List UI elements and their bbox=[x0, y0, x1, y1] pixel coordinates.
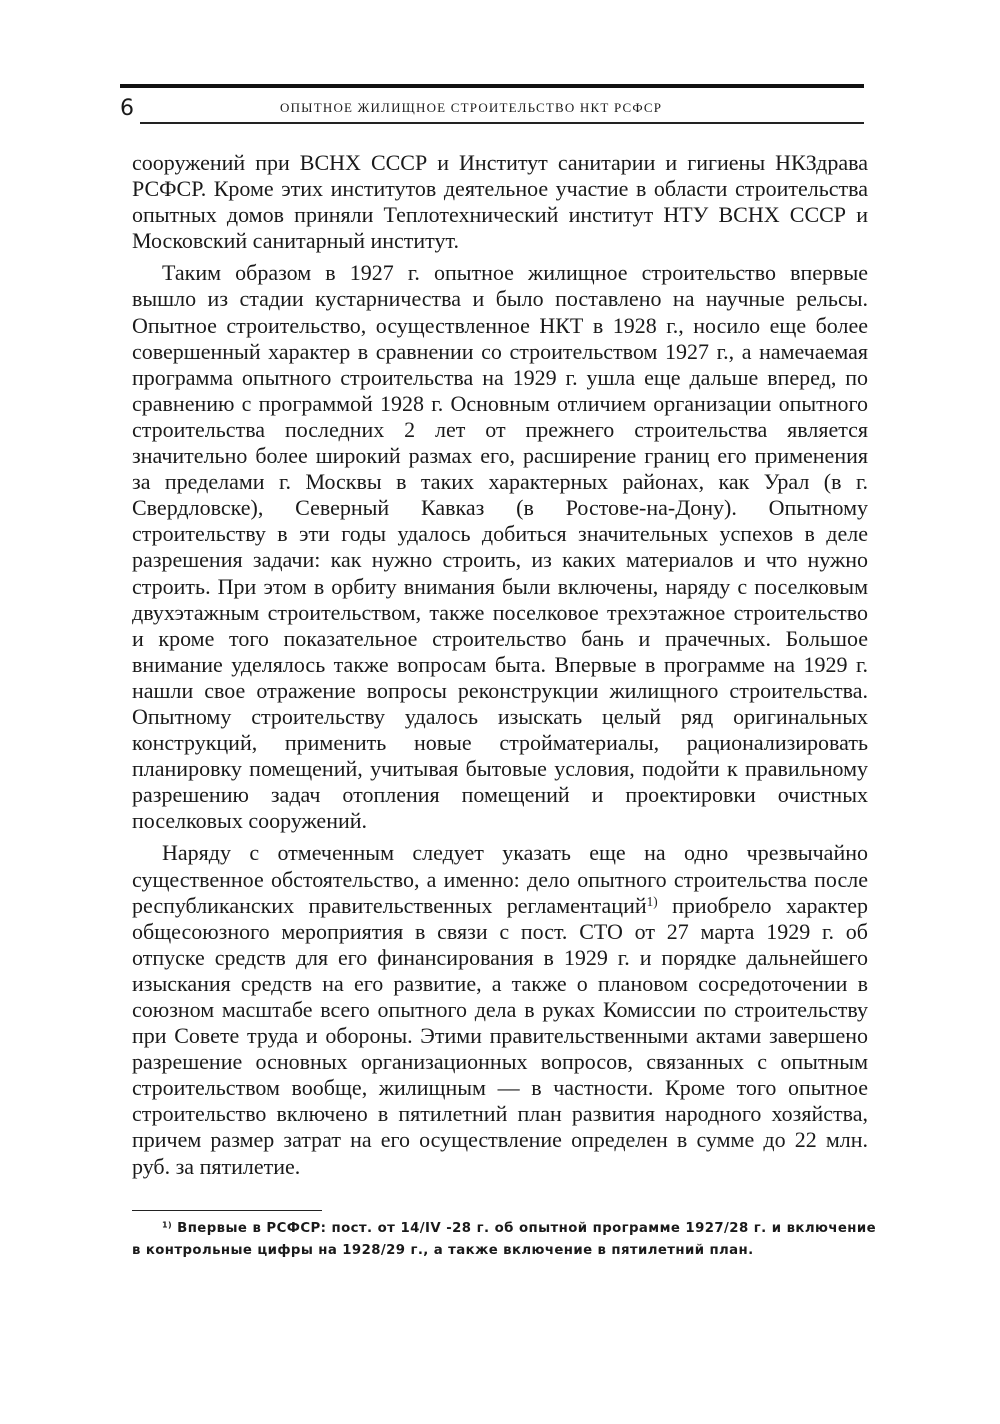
header-bottom-rule bbox=[140, 122, 864, 124]
footnote-mark: 1) bbox=[162, 1220, 172, 1230]
paragraph-3 bbox=[132, 840, 868, 1179]
page-number: 6 bbox=[120, 96, 134, 121]
footnote-rule bbox=[132, 1210, 322, 1211]
running-head: ОПЫТНОЕ ЖИЛИЩНОЕ СТРОИТЕЛЬСТВО НКТ РСФСР bbox=[280, 100, 663, 115]
paragraph-3-text-a: Наряду с отмеченным следует указать еще на одно чрезвычайно существенное обстоятельство, а именно: дело опытного строительства после республиканских правительственных регламентаций bbox=[132, 840, 868, 918]
footnote-reference[interactable]: 1) bbox=[646, 893, 658, 909]
page-header bbox=[120, 82, 864, 122]
paragraph-2: Таким образом в 1927 г. опытное жилищное строительство впервые вышло из стадии кустарничества и было поставлено на научные рельсы. Опытное строительство, осуществленное НКТ в 1928 г., носило еще более совершенный характер в сравнении со строительством 1927 г., а намечаемая программа опытного строительства на 1929 г. ушла еще дальше вперед, по сравнению с программой 1928 г. Основным отличием организации опытного строительства последних 2 лет от прежнего строительства является значительно более широкий размах его, расширение границ его применения за пределами г. Москвы в таких характерных районах, как Урал (в г. Свердловске), Северный Кавказ (в Ростове-на-Дону). Опытному строительству в эти годы удалось добиться значительных успехов в деле разрешения задачи: как нужно строить, из каких материалов и что нужно строить. При этом в орбиту внимания были включены, наряду с поселковым двухэтажным строительством, также поселковое трехэтажное строительство и кроме того показательное строительство бань и прачечных. Большое внимание уделялось также вопросам быта. Впервые в программе на 1929 г. нашли свое отражение вопросы реконструкции жилищного строительства. Опытному строительству удалось изыскать целый ряд оригинальных конструкций, применить новые стройматериалы, рационализировать планировку помещений, учитывая бытовые условия, подойти к правильному разрешению задач отопления помещений и проектировки очистных поселковых сооружений. bbox=[132, 260, 868, 834]
paragraph-3-text-b: приобрело характер общесоюзного мероприятия в связи с пост. СТО от 27 марта 1929 г. об отпуске средств для его финансирования в 1929 г. и порядке дальнейшего изыскания средств на его развитие, а также о плановом сосредоточении в союзном масштабе всего опытного дела в руках Комиссии по строительству при Совете труда и обороны. Этими правительственными актами завершено разрешение основных организационных вопросов, связанных с опытным строительством вообще, жилищным — в частности. Кроме того опытное строительство включено в пятилетний план развития народного хозяйства, причем размер затрат на его осуществление определен в сумме до 22 млн. руб. за пятилетие. bbox=[132, 892, 868, 1179]
footnote bbox=[132, 1218, 876, 1262]
paragraph-1: сооружений при ВСНХ СССР и Институт санитарии и гигиены НКЗдрава РСФСР. Кроме этих институтов деятельное участие в области строительства опытных домов приняли Теплотехнический институт НТУ ВСНХ СССР и Московский санитарный институт. bbox=[132, 150, 868, 254]
header-top-rule bbox=[120, 84, 864, 88]
body-text bbox=[132, 150, 868, 1180]
footnote-text: Впервые в РСФСР: пост. от 14/IV -28 г. об опытной программе 1927/28 г. и включение в контрольные цифры на 1928/29 г., а также включение в пятилетний план. bbox=[132, 1221, 876, 1258]
